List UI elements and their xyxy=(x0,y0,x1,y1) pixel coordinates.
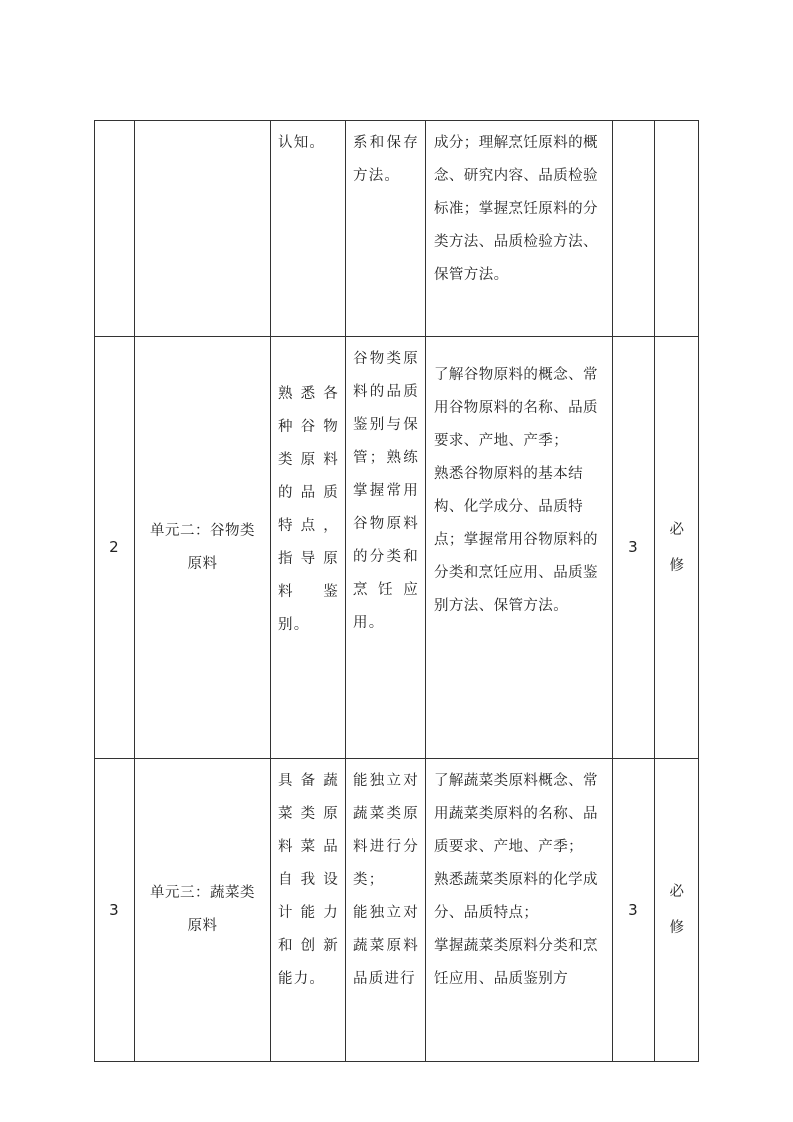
teaching-requirements-cell: 成分；理解烹饪原料的概念、研究内容、品质检验标准；掌握烹饪原料的分类方法、品质检验方法、保管方法。 xyxy=(426,121,613,337)
unit-name-cell: 单元三：蔬菜类原料 xyxy=(135,759,271,1062)
curriculum-table xyxy=(94,120,699,1062)
unit-name-cell: 单元二：谷物类原料 xyxy=(135,337,271,759)
ability-goal-cell: 熟悉各种谷物类原料的品质特点，指导原料鉴别。 xyxy=(271,337,346,759)
course-type-cell: 必修 xyxy=(655,337,699,759)
knowledge-goal-cell: 谷物类原料的品质鉴别与保管；熟练掌握常用谷物原料的分类和烹饪应用。 xyxy=(346,337,426,759)
table-row xyxy=(95,337,699,759)
ability-goal-cell: 认知。 xyxy=(271,121,346,337)
course-type-cell: 必修 xyxy=(655,759,699,1062)
hours-cell xyxy=(613,121,655,337)
table-row xyxy=(95,759,699,1062)
hours-cell: 3 xyxy=(613,337,655,759)
teaching-requirements-cell: 了解谷物原料的概念、常用谷物原料的名称、品质要求、产地、产季； 熟悉谷物原料的基本结构、化学成分、品质特点；掌握常用谷物原料的分类和烹饪应用、品质鉴别方法、保管方法。 xyxy=(426,337,613,759)
knowledge-goal-cell: 系和保存方法。 xyxy=(346,121,426,337)
row-number-cell xyxy=(95,121,135,337)
teaching-requirements-cell: 了解蔬菜类原料概念、常用蔬菜类原料的名称、品质要求、产地、产季； 熟悉蔬菜类原料的化学成分、品质特点； 掌握蔬菜类原料分类和烹饪应用、品质鉴别方 xyxy=(426,759,613,1062)
knowledge-goal-cell: 能独立对蔬菜类原料进行分类； 能独立对蔬菜原料品质进行 xyxy=(346,759,426,1062)
table-row xyxy=(95,121,699,337)
hours-cell: 3 xyxy=(613,759,655,1062)
row-number-cell: 3 xyxy=(95,759,135,1062)
ability-goal-cell: 具备蔬菜类原料菜品自我设计能力和创新能力。 xyxy=(271,759,346,1062)
row-number-cell: 2 xyxy=(95,337,135,759)
course-type-cell xyxy=(655,121,699,337)
unit-name-cell xyxy=(135,121,271,337)
